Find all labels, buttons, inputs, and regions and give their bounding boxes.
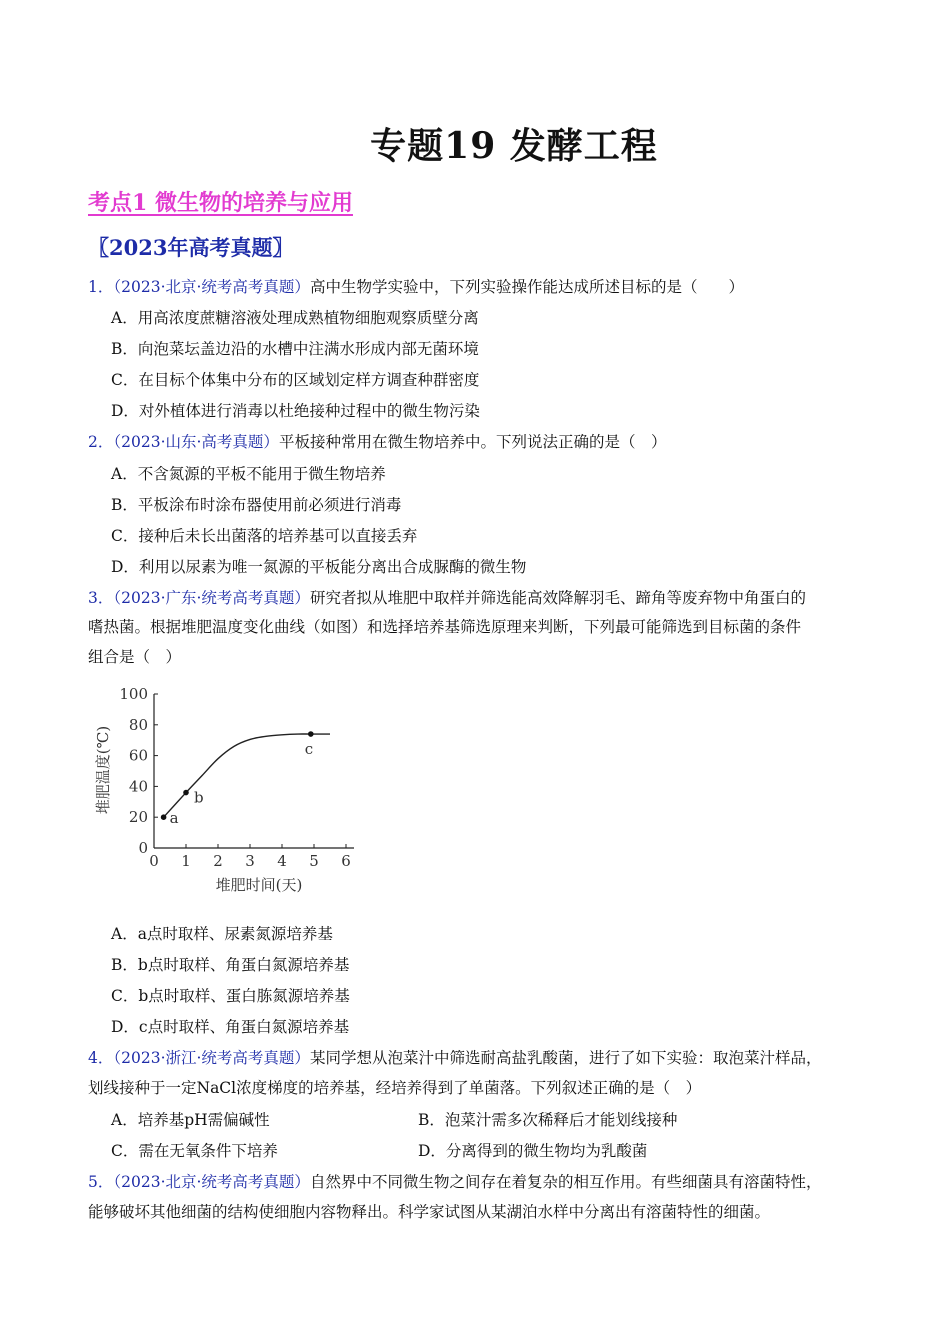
question-text: 平板接种常用在微生物培养中。下列说法正确的是（ ） — [278, 433, 667, 451]
question-2-option-a: A．不含氮源的平板不能用于微生物培养 — [111, 465, 386, 483]
x-tick-label: 5 — [309, 852, 319, 870]
question-3-option-c: C．b点时取样、蛋白胨氮源培养基 — [111, 987, 350, 1005]
question-2-stem — [88, 431, 666, 453]
x-tick-label: 0 — [149, 852, 159, 870]
y-tick-label: 0 — [138, 839, 148, 857]
question-1-option-c: C．在目标个体集中分布的区域划定样方调查种群密度 — [111, 371, 480, 389]
question-4-option-b: B．泡菜汁需多次稀释后才能划线接种 — [418, 1111, 678, 1129]
question-number: 2． — [88, 433, 114, 451]
point-a — [161, 814, 167, 820]
question-5-stem-line-2: 能够破坏其他细菌的结构使细胞内容物释出。科学家试图从某湖泊水样中分离出有溶菌特性的细菌。 — [88, 1203, 771, 1221]
point-b — [183, 790, 189, 796]
point-label-a: a — [169, 809, 179, 828]
x-tick-label: 2 — [213, 852, 223, 870]
question-3-stem-line-3: 组合是（ ） — [88, 648, 182, 666]
y-tick-label: 20 — [128, 808, 148, 827]
question-text: 某同学想从泡菜汁中筛选耐高盐乳酸菌，进行了如下实验：取泡菜汁样品， — [309, 1049, 822, 1067]
question-number: 1． — [88, 278, 114, 296]
question-3-stem-line-2: 嗜热菌。根据堆肥温度变化曲线（如图）和选择培养基筛选原理来判断，下列最可能筛选到目标菌的条件 — [88, 618, 802, 636]
point-label-b: b — [194, 788, 204, 807]
question-5-stem — [88, 1171, 821, 1193]
question-number: 3． — [88, 589, 114, 607]
subsection-title: 〖2023年高考真题〗 — [88, 235, 294, 260]
question-1-stem — [88, 276, 744, 298]
question-text: 自然界中不同微生物之间存在着复杂的相互作用。有些细菌具有溶菌特性， — [309, 1173, 822, 1191]
x-axis-label: 堆肥时间(天) — [215, 876, 303, 894]
x-tick-label: 6 — [341, 852, 351, 870]
y-tick-label: 80 — [128, 715, 148, 734]
question-source: （2023·浙江·统考高考真题） — [113, 1049, 310, 1067]
x-tick-label: 1 — [181, 852, 191, 870]
question-4-stem-line-2: 划线接种于一定NaCl浓度梯度的培养基，经培养得到了单菌落。下列叙述正确的是（ ） — [88, 1079, 702, 1097]
question-2-option-b: B．平板涂布时涂布器使用前必须进行消毒 — [111, 496, 402, 514]
question-2-option-d: D．利用以尿素为唯一氮源的平板能分离出合成脲酶的微生物 — [111, 558, 527, 576]
question-4-option-c: C．需在无氧条件下培养 — [111, 1142, 278, 1160]
question-4-option-a: A．培养基pH需偏碱性 — [111, 1111, 270, 1129]
question-source: （2023·山东·高考真题） — [113, 433, 279, 451]
question-4-option-d: D．分离得到的微生物均为乳酸菌 — [418, 1142, 648, 1160]
question-3-stem — [88, 587, 806, 609]
question-4-stem — [88, 1047, 821, 1069]
y-tick-label: 60 — [128, 746, 148, 765]
question-source: （2023·广东·统考高考真题） — [113, 589, 310, 607]
question-2-option-c: C．接种后未长出菌落的培养基可以直接丢弃 — [111, 527, 418, 545]
question-number: 5． — [88, 1173, 114, 1191]
point-c — [308, 731, 314, 737]
y-tick-label: 100 — [119, 685, 148, 703]
question-3-option-b: B．b点时取样、角蛋白氮源培养基 — [111, 956, 350, 974]
question-3-option-a: A．a点时取样、尿素氮源培养基 — [111, 925, 333, 943]
point-label-c: c — [304, 740, 314, 759]
question-source: （2023·北京·统考高考真题） — [113, 278, 310, 296]
question-1-option-b: B．向泡菜坛盖边沿的水槽中注满水形成内部无菌环境 — [111, 340, 479, 358]
document-title: 专题19 发酵工程 — [370, 125, 658, 167]
question-1-option-a: A．用高浓度蔗糖溶液处理成熟植物细胞观察质壁分离 — [111, 309, 479, 327]
x-tick-label: 3 — [245, 852, 255, 870]
compost-temperature-chart — [88, 676, 378, 906]
question-text: 高中生物学实验中，下列实验操作能达成所述目标的是（ ） — [309, 278, 744, 296]
section-title: 考点1 微生物的培养与应用 — [88, 190, 353, 216]
question-number: 4． — [88, 1049, 114, 1067]
question-source: （2023·北京·统考高考真题） — [113, 1173, 310, 1191]
question-1-option-d: D．对外植体进行消毒以杜绝接种过程中的微生物污染 — [111, 402, 480, 420]
y-axis-label: 堆肥温度(℃) — [94, 725, 112, 815]
y-tick-label: 40 — [128, 777, 148, 796]
question-3-option-d: D．c点时取样、角蛋白氮源培养基 — [111, 1018, 350, 1036]
x-tick-label: 4 — [277, 852, 287, 870]
question-text: 研究者拟从堆肥中取样并筛选能高效降解羽毛、蹄角等废弃物中角蛋白的 — [309, 589, 806, 607]
